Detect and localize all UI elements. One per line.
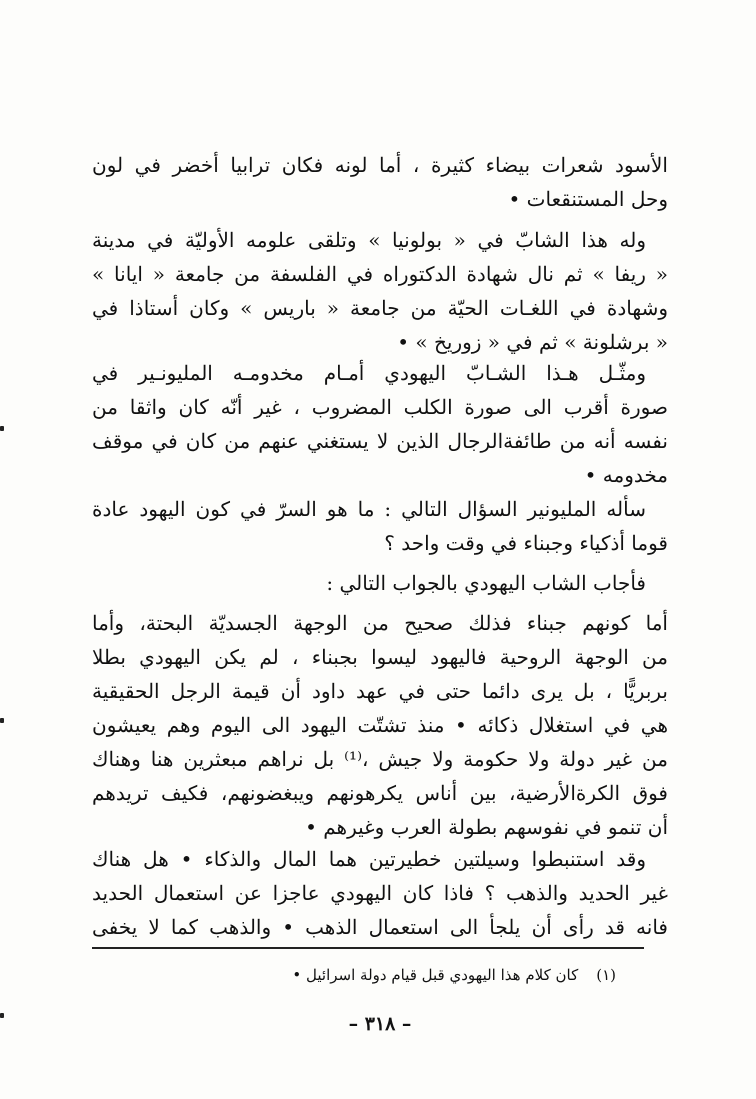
paragraph-5 [92,566,668,600]
text-line: سأله المليونير السؤال التالي : ما هو السرّ في كون اليهود عادة [92,497,646,521]
text-line: وقد استنبطوا وسيلتين خطيرتين هما المال والذكاء • هل هناك [92,847,646,871]
text-line: « برشلونة » ثم في « زوريخ » • [397,330,668,354]
page-number: – ٣١٨ – [348,1013,412,1035]
footnote-number: (١) [596,966,616,984]
text-line: من غير دولة ولا حكومة ولا جيش ،⁽¹⁾ بل نراهم مبعثرين هنا وهناك [92,747,668,771]
text-line: صورة أقرب الى صورة الكلب المضروب ، غير أنّه كان واثقا من [92,395,668,419]
text-line: أن تنمو في نفوسهم بطولة العرب وغيرهم • [305,815,668,839]
margin-mark [0,718,4,723]
text-line: فأجاب الشاب اليهودي بالجواب التالي : [326,571,646,595]
text-line: بربريًّا ، بل يرى دائما حتى في عهد داود أن قيمة الرجل الحقيقية [92,679,668,703]
text-line: وله هذا الشابّ في « بولونيا » وتلقى علومه الأوليّة في مدينة [92,228,646,252]
text-line: من الوجهة الروحية فاليهود ليسوا بجبناء ، لم يكن اليهودي بطلا [92,645,668,669]
text-line: مخدومه • [584,463,668,487]
text-line: نفسه أنه من طائفةالرجال الذين لا يستغني عنهم من كان في موقف [92,429,668,453]
text-line: ومثّـل هـذا الشـابّ اليهودي أمـام مخدومـه المليونـير في [92,361,646,385]
text-line: فانه قد رأى أن يلجأ الى استعمال الذهب • والذهب كما لا يخفى [92,915,668,939]
text-line: فوق الكرةالأرضية، بين أناس يكرهونهم ويبغضونهم، فكيف تريدهم [92,781,668,805]
footnote [160,966,616,984]
text-line: الأسود شعرات بيضاء كثيرة ، أما لونه فكان ترابيا أخضر في لون [92,153,668,177]
footnote-text: كان كلام هذا اليهودي قبل قيام دولة اسرائيل • [292,966,579,984]
text-line: قوما أذكياء وجبناء في وقت واحد ؟ [384,531,668,555]
paragraph-6 [92,606,668,844]
paragraph-3 [92,356,668,492]
text-line: وشهادة في اللغـات الحيّة من جامعة « باريس » وكان أستاذا في [92,296,668,320]
paragraph-7 [92,842,668,944]
margin-mark [0,426,4,431]
footnote-divider [92,947,644,949]
text-line: « ريفا » ثم نال شهادة الدكتوراه في الفلسفة من جامعة « ايانا » [92,262,668,286]
paragraph-2 [92,223,668,359]
text-line: أما كونهم جبناء فذلك صحيح من الوجهة الجسديّة البحتة، وأما [92,611,668,635]
text-line: غير الحديد والذهب ؟ فاذا كان اليهودي عاجزا عن استعمال الحديد [92,881,668,905]
paragraph-4 [92,492,668,560]
text-line: هي في استغلال ذكائه • منذ تشتّت اليهود الى اليوم وهم يعيشون [92,713,668,737]
paragraph-1 [92,148,668,216]
text-line: وحل المستنقعات • [508,187,668,211]
margin-mark [0,1013,4,1018]
